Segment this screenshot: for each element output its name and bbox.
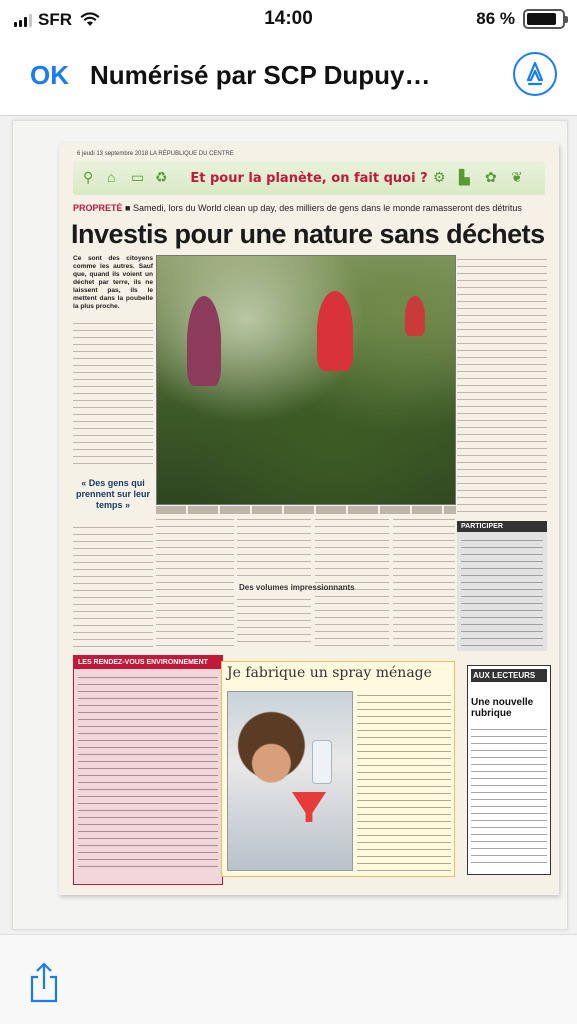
banner-text: Et pour la planète, on fait quoi ? — [190, 170, 428, 186]
navigation-bar — [0, 40, 577, 116]
volumes-box-title: Des volumes impressionnants — [239, 583, 355, 592]
article-lede: Ce sont des citoyens comme les autres. Sauf que, quand ils voient un déchet par terre, ils ne laissent pas, ils le mettent dans la poubelle la plus proche. — [73, 255, 153, 310]
factory-icon: ▙ — [459, 169, 470, 185]
plant-icon: ✿ — [485, 169, 497, 185]
bottom-toolbar — [0, 934, 577, 1024]
photo-caption — [156, 506, 456, 514]
volumes-box-text — [237, 595, 311, 645]
battery-icon — [523, 9, 565, 29]
article-column-right — [457, 255, 547, 515]
status-time: 14:00 — [264, 8, 313, 29]
participer-title: PARTICIPER — [457, 521, 547, 532]
pull-quote: « Des gens qui prennent sur leur temps » — [75, 478, 150, 510]
rendez-vous-text — [78, 673, 218, 873]
photo-person-2 — [317, 291, 353, 371]
carrier-label: SFR — [38, 10, 72, 29]
newspaper-scan — [59, 143, 559, 895]
lecteurs-title: AUX LECTEURS — [471, 669, 547, 682]
bottle-image — [312, 740, 332, 784]
article-column-2 — [73, 523, 153, 648]
recycle-icon: ♻ — [155, 169, 168, 185]
ok-button[interactable]: OK — [30, 60, 69, 90]
document-viewer[interactable] — [0, 116, 577, 934]
rendez-vous-box — [73, 655, 223, 885]
markup-button[interactable] — [513, 52, 557, 96]
house-icon: ⌂ — [107, 169, 116, 185]
participer-text — [461, 536, 543, 646]
share-button[interactable] — [26, 961, 62, 1005]
article-headline: Investis pour une nature sans déchets — [71, 219, 545, 249]
article-column-4 — [237, 515, 311, 577]
photo-person-1 — [187, 296, 221, 386]
article-column-6 — [393, 515, 455, 647]
article-column-5 — [315, 515, 389, 647]
spray-title: Je fabrique un spray ménage — [227, 665, 432, 681]
status-right — [476, 9, 565, 29]
rendez-vous-title: LES RENDEZ-VOUS ENVIRONNEMENT — [74, 656, 222, 669]
kicker-text: Samedi, lors du World clean up day, des milliers de gens dans le monde ramasseront des détritus — [132, 203, 522, 213]
kicker-label: PROPRETÉ — [73, 203, 123, 213]
bicycle-icon: ⚙ — [433, 169, 446, 185]
spray-photo — [227, 691, 353, 871]
car-icon: ▭ — [131, 169, 145, 185]
banner — [73, 161, 545, 195]
article-kicker: PROPRETÉ ■ Samedi, lors du World clean up day, des milliers de gens dans le monde ramasseront des détritus — [73, 203, 522, 213]
battery-percent: 86 % — [476, 9, 515, 28]
funnel-image — [292, 792, 326, 822]
share-icon — [26, 961, 62, 1005]
article-photo — [156, 255, 456, 505]
spray-text — [357, 691, 451, 873]
lecteurs-text — [471, 725, 547, 869]
wind-turbine-icon: ⚲ — [83, 169, 94, 185]
participer-box — [457, 521, 547, 651]
photo-person-3 — [405, 296, 425, 336]
article-column-3 — [156, 515, 234, 647]
status-bar — [0, 0, 577, 40]
battery-fill — [527, 13, 556, 25]
page-header: 6 jeudi 13 septembre 2018 LA RÉPUBLIQUE DU CENTRE — [77, 151, 234, 157]
document-title: Numérisé par SCP Dupuy… — [90, 60, 431, 90]
markup-pen-icon — [515, 54, 555, 94]
scanned-page — [12, 120, 568, 930]
article-column-1 — [73, 319, 153, 469]
sprout-icon: ❦ — [511, 169, 523, 185]
lecteurs-subtitle: Une nouvelle rubrique — [471, 697, 534, 719]
